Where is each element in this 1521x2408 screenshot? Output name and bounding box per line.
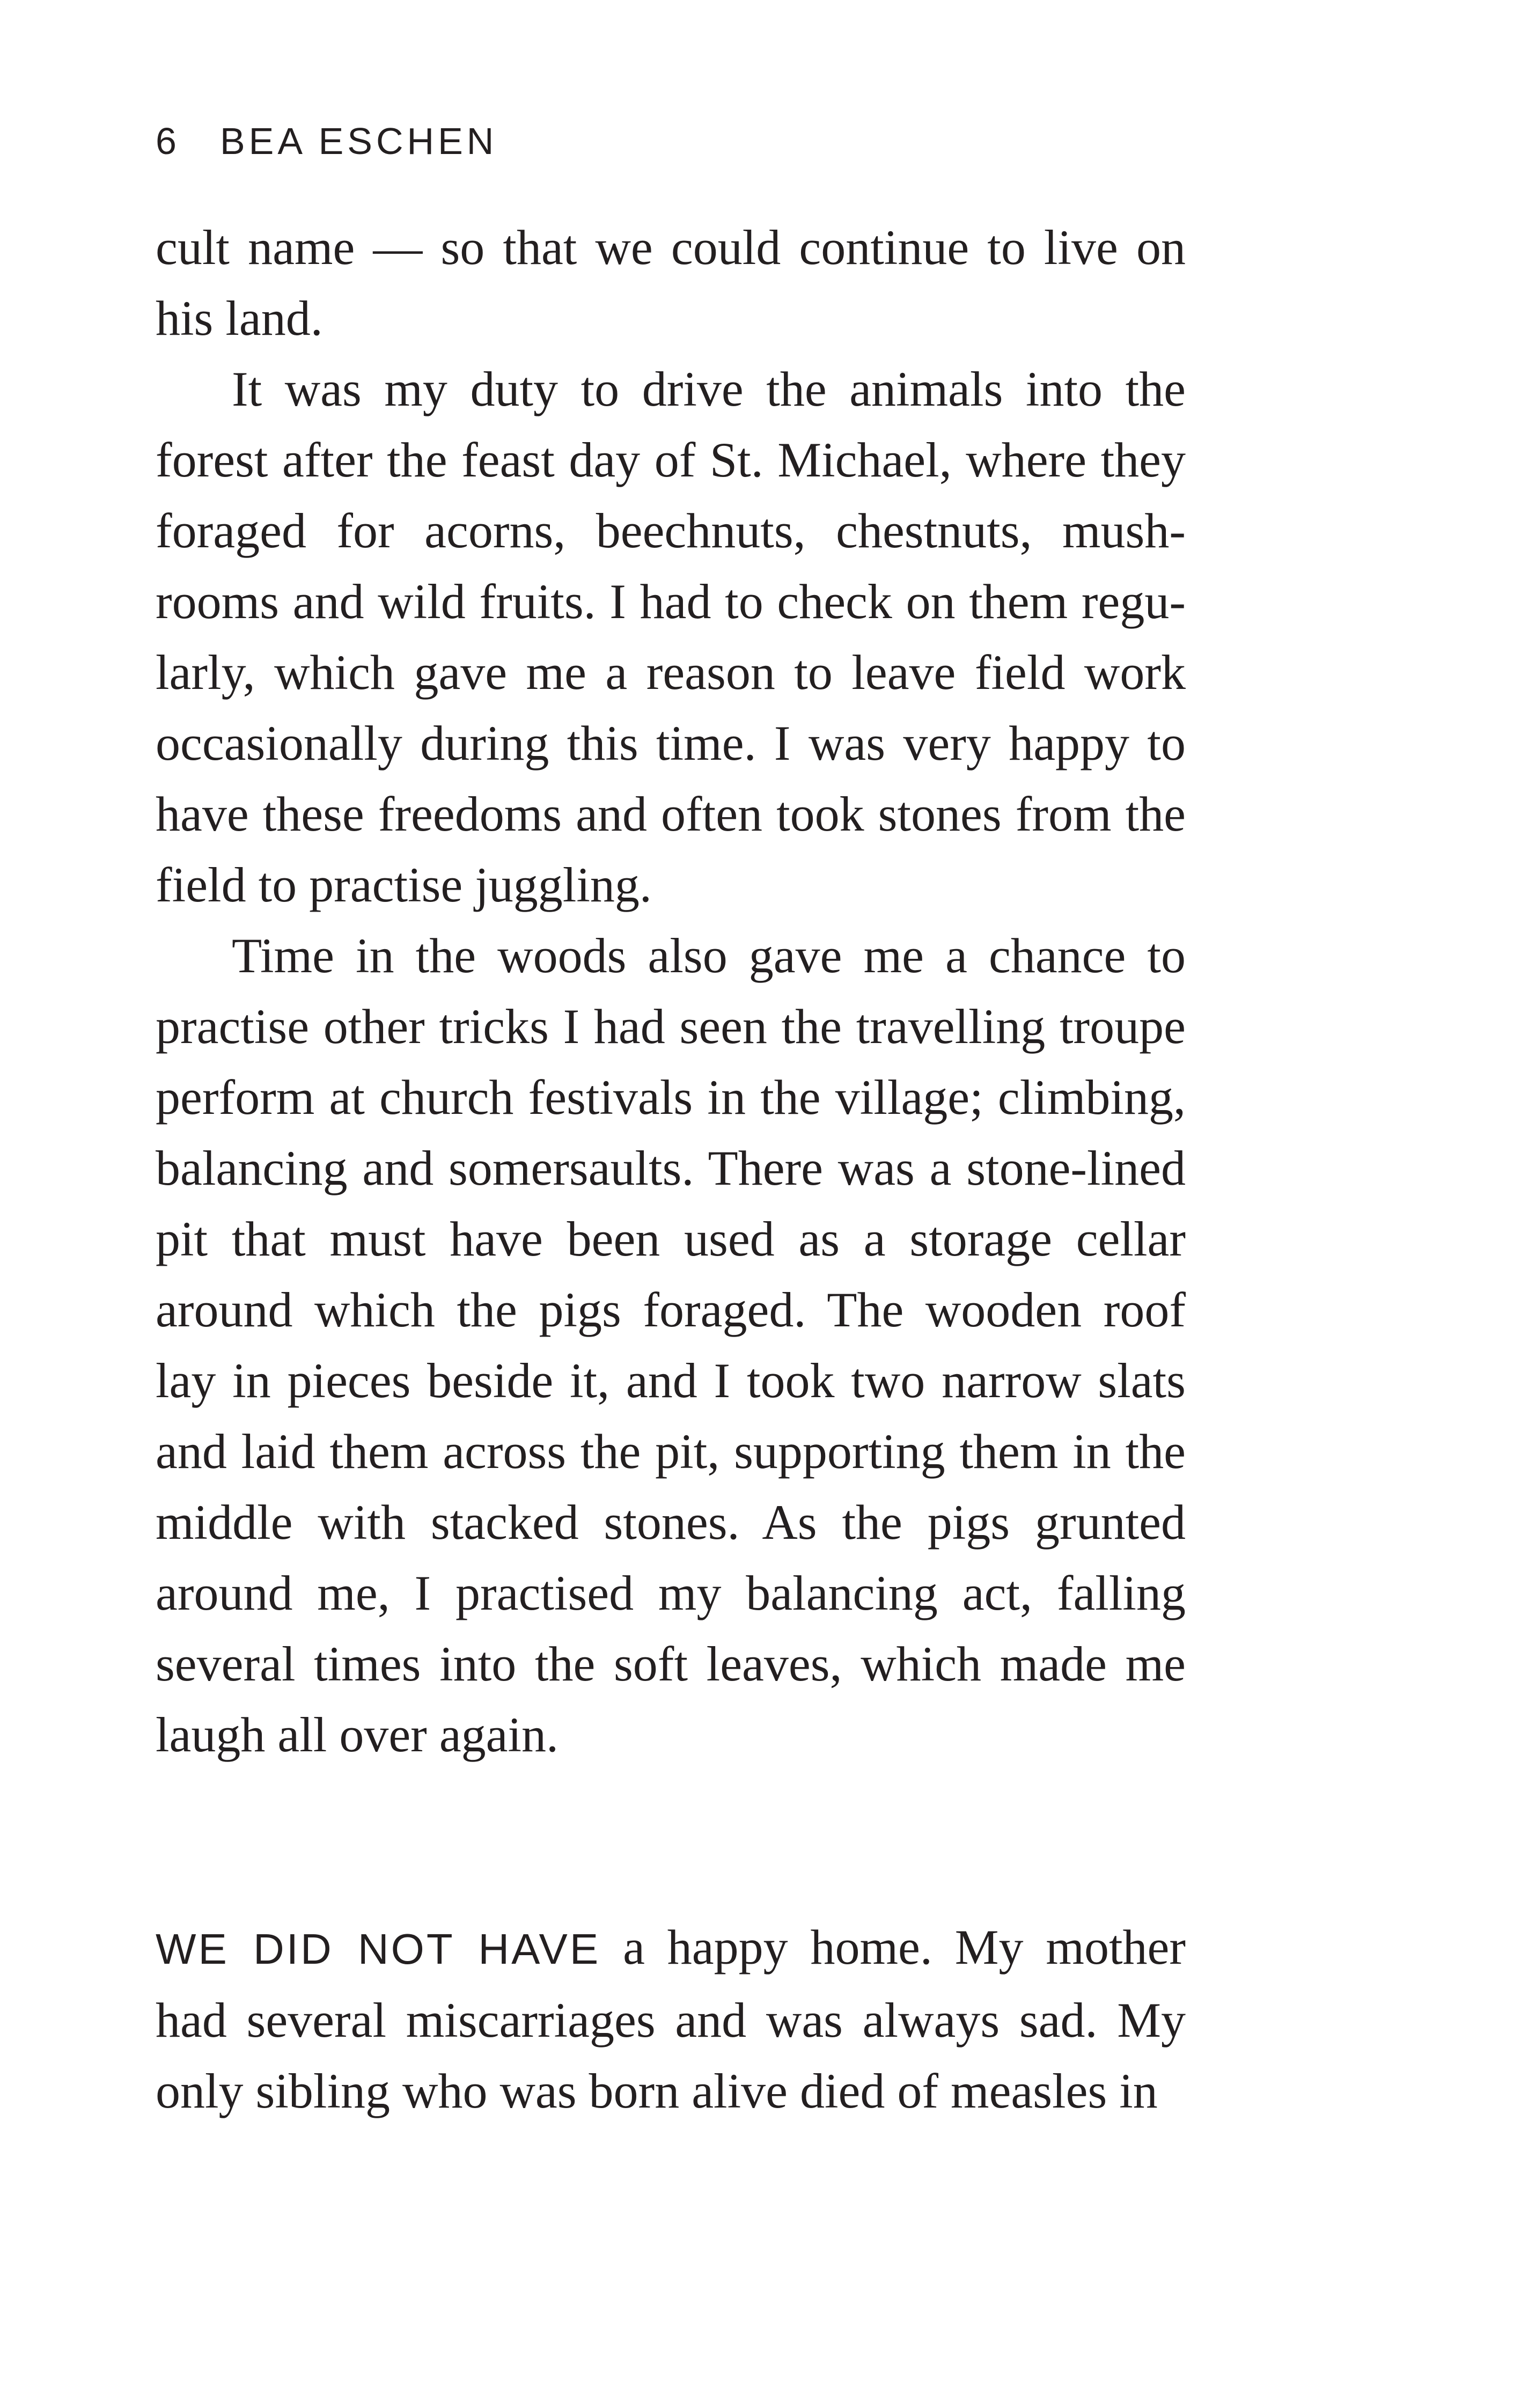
page-number: 6 — [156, 120, 180, 162]
paragraph-continued: cult name — so that we could continue to live on his land. — [156, 220, 1186, 346]
paragraph-section-two — [156, 1912, 1186, 2126]
section-lead-in: WE DID NOT HAVE — [156, 1925, 601, 1973]
paragraph-forest-duty: It was my duty to drive the animals into the forest after the feast day of St. Michael, where they foraged for acorns, beechnuts, chestnuts, mushrooms and wild fruits. I had to check on them regularly, which gave me a reason to leave field work occasionally during this time. I was very happy to have these freedoms and often took stones from the field to practise juggling. — [156, 362, 1186, 912]
running-head — [156, 122, 497, 160]
author-name: BEA ESCHEN — [219, 120, 498, 162]
paragraph-woods-tricks: Time in the woods also gave me a chance to practise other tricks I had seen the travelling troupe perform at church festivals in the village; climbing, balancing and somersaults. There was a stone-lined pit that must have been used as a storage cellar around which the pigs foraged. The wooden roof lay in pieces beside it, and I took two narrow slats and laid them across the pit, supporting them in the middle with stacked stones. As the pigs grunted around me, I practised my balancing act, falling several times into the soft leaves, which made me laugh all over again. — [156, 928, 1186, 1762]
section-two-text: a happy home. My mother had several miscarriages and was always sad. My only sibling who was born alive died of measles in — [156, 1920, 1186, 2118]
body-text — [156, 212, 1186, 2126]
section-break — [156, 1770, 1186, 1912]
